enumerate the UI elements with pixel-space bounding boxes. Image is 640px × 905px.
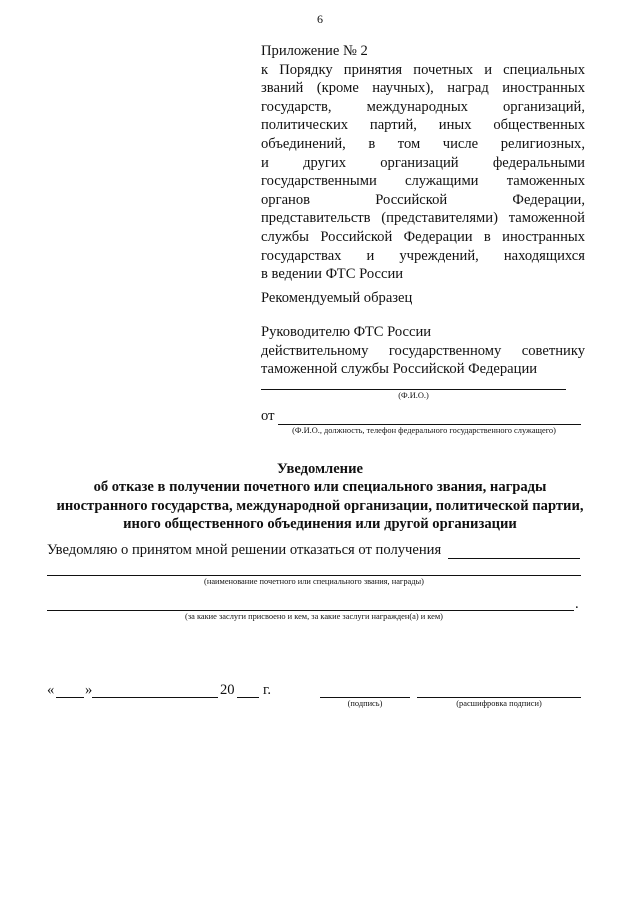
signature-caption: (подпись) — [347, 699, 383, 708]
period-mark: . — [575, 596, 579, 612]
merit-line — [47, 610, 574, 611]
from-line — [278, 424, 581, 425]
addressee-line: действительному государственному советнику — [261, 342, 585, 359]
annex-line: объединений, в том числе религиозных, — [261, 135, 585, 152]
award-caption: (наименование почетного или специального звания, награды) — [204, 577, 424, 586]
annex-block — [261, 42, 585, 284]
annex-line: государствах и учреждений, находящихся — [261, 247, 585, 264]
fio-caption: (Ф.И.О.) — [398, 391, 429, 400]
annex-line: представительств (представителями) таможенной — [261, 210, 585, 227]
notice-subtitle-line: иного общественного объединения или другой организации — [123, 516, 517, 533]
decryption-line — [417, 697, 581, 698]
notice-title: Уведомление — [277, 461, 363, 477]
fio-line — [261, 389, 566, 390]
body-fill-line — [448, 558, 580, 559]
annex-line: к Порядку принятия почетных и специальных — [261, 61, 585, 78]
annex-line: службы Российской Федерации в иностранных — [261, 228, 585, 245]
merit-caption: (за какие заслуги присвоено и кем, за какие заслуги награжден(а) и кем) — [185, 612, 443, 621]
annex-title: Приложение № 2 — [261, 43, 368, 59]
date-month-line — [92, 697, 218, 698]
date-open-quote: « — [47, 682, 55, 698]
from-label: от — [261, 408, 275, 424]
signature-line — [320, 697, 410, 698]
date-year-prefix: 20 — [220, 682, 235, 698]
annex-line: званий (кроме научных), наград иностранных — [261, 80, 585, 97]
notice-subtitle-line: об отказе в получении почетного или специального звания, награды — [93, 479, 547, 496]
date-year-line — [237, 697, 259, 698]
date-year-suffix: г. — [263, 682, 271, 698]
award-line — [47, 575, 581, 576]
decryption-caption: (расшифровка подписи) — [456, 699, 542, 708]
notice-heading — [40, 460, 600, 534]
annex-line: в ведении ФТС России — [261, 266, 404, 283]
date-day-line — [56, 697, 84, 698]
sample-label: Рекомендуемый образец — [261, 290, 413, 306]
addressee-block — [261, 323, 585, 379]
page-number: 6 — [317, 12, 323, 26]
annex-line: органов Российской Федерации, — [261, 191, 585, 208]
annex-line: политических партий, иных общественных — [261, 117, 585, 134]
annex-line: государств, международных организаций, — [261, 98, 585, 115]
addressee-line: таможенной службы Российской Федерации — [261, 361, 538, 378]
from-caption: (Ф.И.О., должность, телефон федерального государственного служащего) — [292, 426, 556, 435]
date-close-quote: » — [85, 682, 93, 698]
annex-line: и других организаций федеральными — [261, 154, 585, 171]
body-text: Уведомляю о принятом мной решении отказаться от получения — [47, 542, 442, 558]
addressee-line: Руководителю ФТС России — [261, 324, 432, 340]
notice-subtitle-line: иностранного государства, международной организации, политической партии, — [56, 497, 584, 514]
annex-line: государственными служащими таможенных — [261, 173, 585, 190]
